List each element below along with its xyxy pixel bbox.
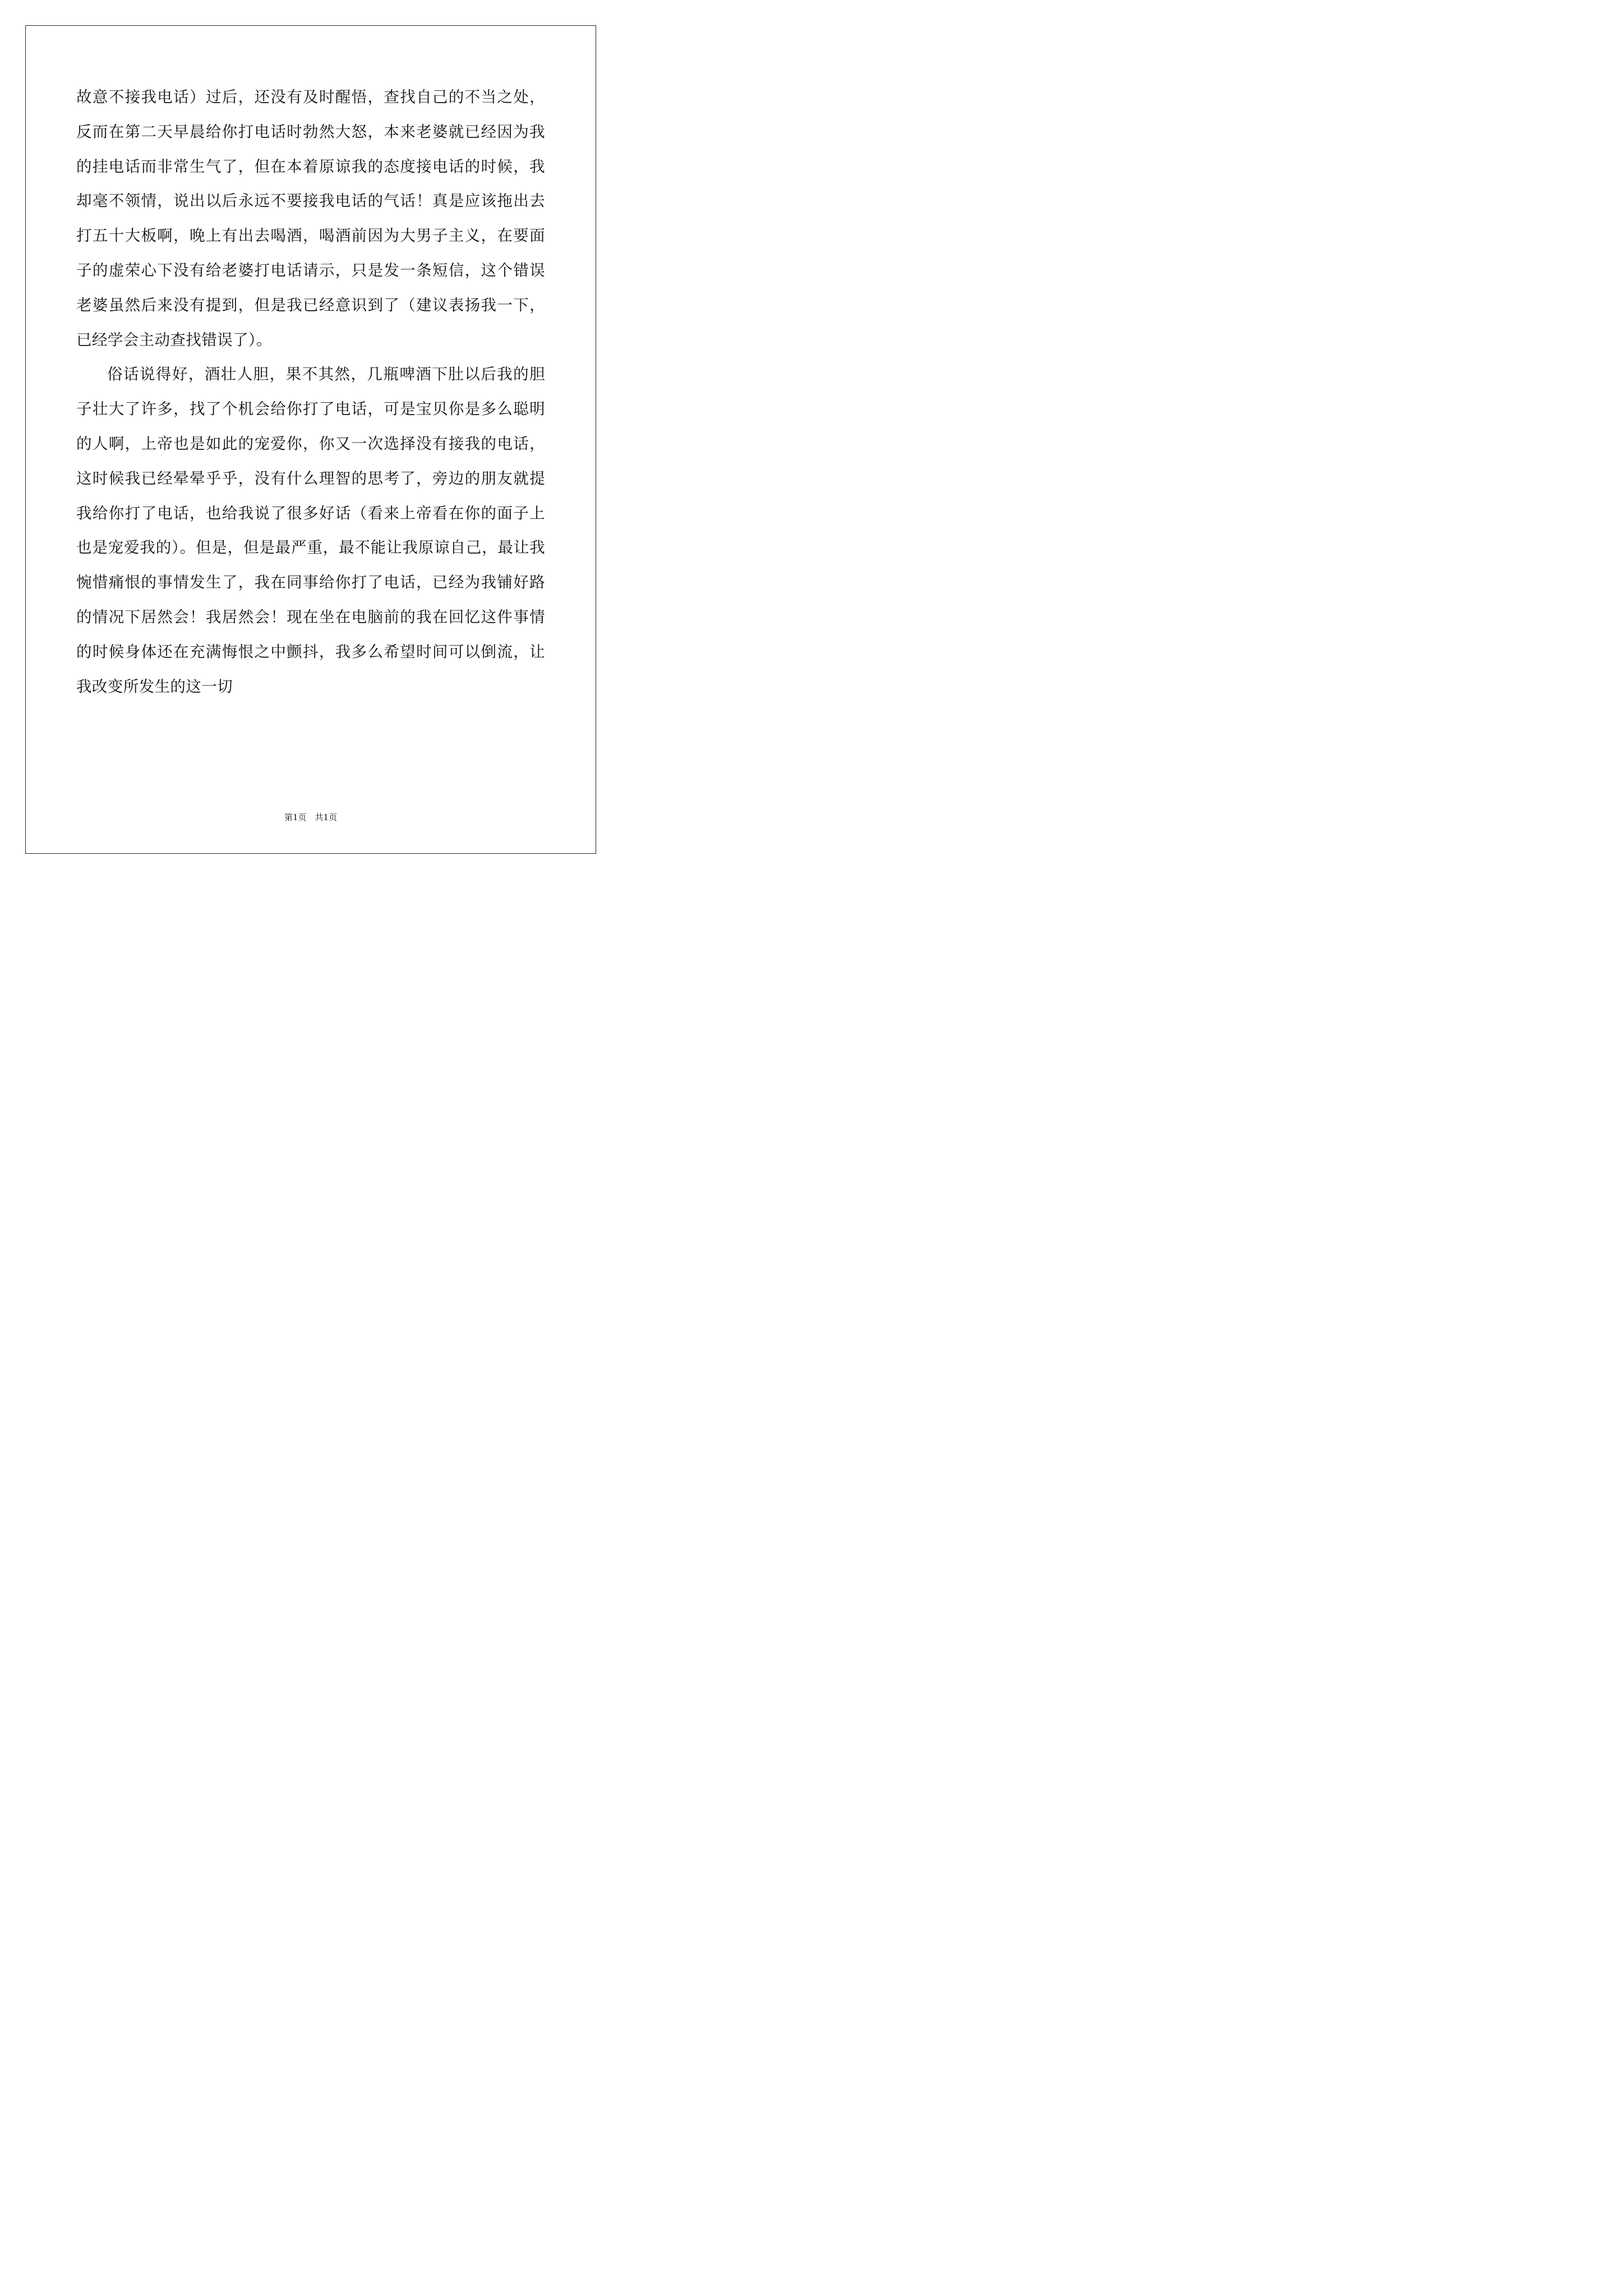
document-body — [76, 80, 545, 704]
paragraph: 俗话说得好，酒壮人胆，果不其然，几瓶啤酒下肚以后我的胆子壮大了许多，找了个机会给你打了电话，可是宝贝你是多么聪明的人啊，上帝也是如此的宠爱你，你又一次选择没有接我的电话，这时候我已经晕晕乎乎，没有什么理智的思考了，旁边的朋友就提我给你打了电话，也给我说了很多好话（看来上帝看在你的面子上也是宠爱我的）。但是，但是最严重，最不能让我原谅自己，最让我惋惜痛恨的事情发生了，我在同事给你打了电话，已经为我铺好路的情况下居然会！我居然会！现在坐在电脑前的我在回忆这件事情的时候身体还在充满悔恨之中颤抖，我多么希望时间可以倒流，让我改变所发生的这一切 — [76, 365, 545, 696]
page-number-footer: 第1页 共1页 — [284, 812, 338, 822]
paragraph: 故意不接我电话）过后，还没有及时醒悟，查找自己的不当之处，反而在第二天早晨给你打电话时勃然大怒，本来老婆就已经因为我的挂电话而非常生气了，但在本着原谅我的态度接电话的时候，我却毫不领情，说出以后永远不要接我电话的气话！真是应该拖出去打五十大板啊，晚上有出去喝酒，喝酒前因为大男子主义，在要面子的虚荣心下没有给老婆打电话请示，只是发一条短信，这个错误老婆虽然后来没有提到，但是我已经意识到了（建议表扬我一下，已经学会主动查找错误了）。 — [76, 88, 545, 349]
